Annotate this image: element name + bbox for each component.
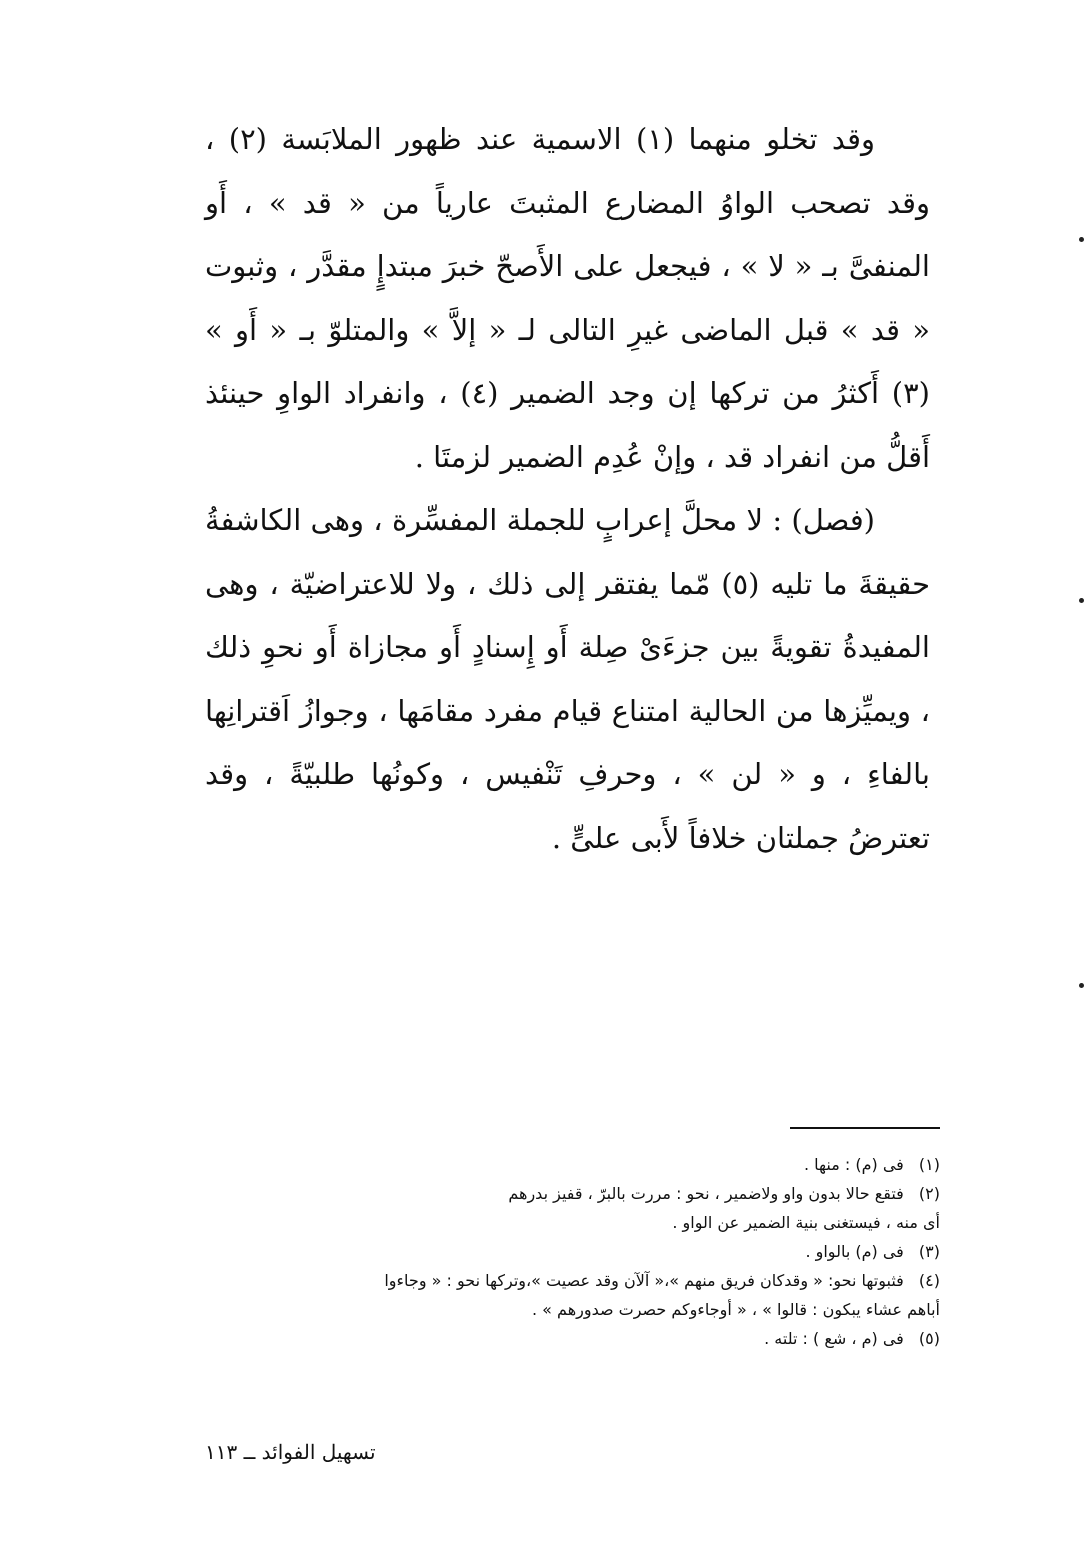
footnote-text: فى (م ، شع ) : تلته . xyxy=(764,1329,904,1348)
footnote-4 xyxy=(205,1266,940,1295)
footnote-1 xyxy=(205,1150,940,1179)
footnote-text: فى (م) : منها . xyxy=(803,1155,904,1174)
footnote-number: (٤) xyxy=(918,1271,940,1290)
footnote-3 xyxy=(205,1237,940,1266)
footnote-5 xyxy=(205,1324,940,1353)
margin-mark xyxy=(1079,598,1084,603)
body-paragraph-1: وقد تخلو منهما (١) الاسمية عند ظهور الملابَسة (٢) ، وقد تصحب الواوُ المضارع المثبتَ عارياً من « قد » ، أَو المنفىَّ بـ « لا » ، فيجعل على الأَصحّ خبرَ مبتدإٍ مقدَّر ، وثبوت « قد » قبل الماضى غيرِ التالى لـ « إلاَّ » والمتلوّ بـ « أَو » (٣) أَكثرُ من تركها إن وجد الضمير (٤) ، وانفراد الواوِ حينئذ أَقلُّ من انفراد قد ، وإنْ عُدِم الضمير لزمتَا . xyxy=(205,122,930,474)
footnote-text: أباهم عشاء يبكون : قالوا » ، « أوجاءوكم حصرت صدورهم » . xyxy=(532,1300,940,1319)
footnote-divider xyxy=(790,1127,940,1129)
footnote-2-continued xyxy=(205,1208,940,1237)
margin-mark xyxy=(1079,983,1084,988)
footnote-text: فثبوتها نحو: « وقدكان فريق منهم »،« آلآن وقد عصيت »،وتركها نحو : « وجاءوا xyxy=(384,1271,904,1290)
body-paragraph-2: (فصل) : لا محلَّ إعرابٍ للجملة المفسِّرة ، وهى الكاشفةُ حقيقةَ ما تليه (٥) مّما يفتقر إلى ذلك ، ولا للاعتراضيّة ، وهى المفيدةُ تقويةً بين جزءَىْ صِلة أَو إِسنادٍ أَو مجازاة أَو نحوِ ذلك ، ويميِّزها من الحالية امتناع قيام مفرد مقامَها ، وجوازُ اَقترانِها بالفاءِ ، و « لن » ، وحرفِ تَنْفيس ، وكونُها طلبيّةً ، وقد تعترضُ جملتان خلافاً لأَبى علىٍّ . xyxy=(205,503,930,855)
page-footer: تسهيل الفوائد ــ ١١٣ xyxy=(205,1440,376,1464)
footnote-text: فتقع حالا بدون واو ولاضمير ، نحو : مررت بالبرّ ، قفيز بدرهم xyxy=(508,1184,904,1203)
footnote-number: (٥) xyxy=(918,1329,940,1348)
margin-mark xyxy=(1079,237,1084,242)
footnote-number: (١) xyxy=(918,1155,940,1174)
footnotes-block xyxy=(205,1150,940,1353)
footnote-4-continued xyxy=(205,1295,940,1324)
footnote-number: (٣) xyxy=(918,1242,940,1261)
footnote-text: أى منه ، فيستغنى بنية الضمير عن الواو . xyxy=(672,1213,940,1232)
footnote-text: فى (م) بالواو . xyxy=(805,1242,904,1261)
main-text-block xyxy=(205,108,930,870)
footnote-2 xyxy=(205,1179,940,1208)
footnote-number: (٢) xyxy=(918,1184,940,1203)
